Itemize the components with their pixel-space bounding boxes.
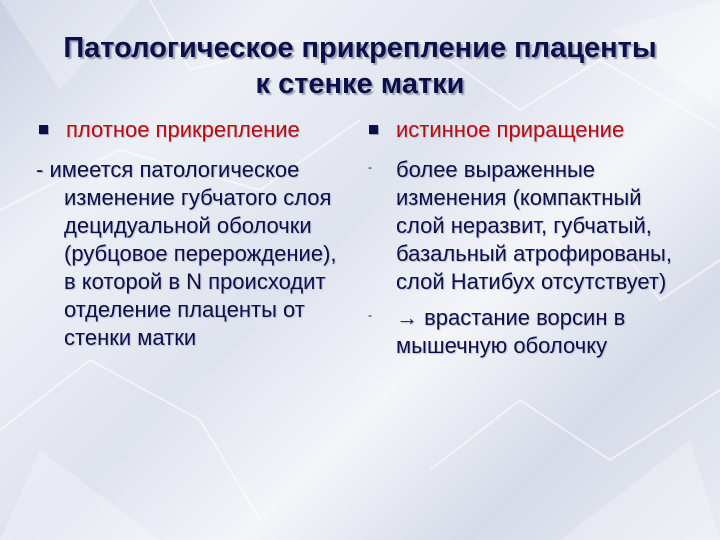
slide-title <box>40 30 680 102</box>
title-line-2: к стенке матки <box>255 68 465 100</box>
right-subitem-1 <box>366 156 682 296</box>
right-column <box>366 116 682 368</box>
left-description: - имеется патологическое изменение губчатого слоя децидуальной оболочки (рубцовое перерождение), в которой в N происходит отделение плаценты от стенки матки <box>36 157 337 350</box>
dash-marker: - <box>368 308 372 322</box>
title-line-1: Патологическое прикрепление плаценты <box>63 32 657 64</box>
right-heading: истинное приращение <box>396 117 625 142</box>
left-heading: плотное прикрепление <box>66 117 300 142</box>
right-subitem-text: → врастание ворсин в мышечную оболочку <box>396 305 626 358</box>
left-heading-item <box>36 116 346 144</box>
dash-marker: - <box>368 160 372 174</box>
right-subitem-text: более выраженные изменения (компактный слой неразвит, губчатый, базальный атрофированы, слой Натибух отсутствует) <box>396 157 672 294</box>
square-bullet-icon <box>369 125 378 134</box>
right-subitem-2 <box>366 304 682 360</box>
right-heading-item <box>366 116 682 144</box>
square-bullet-icon <box>39 125 48 134</box>
left-column <box>36 116 346 352</box>
